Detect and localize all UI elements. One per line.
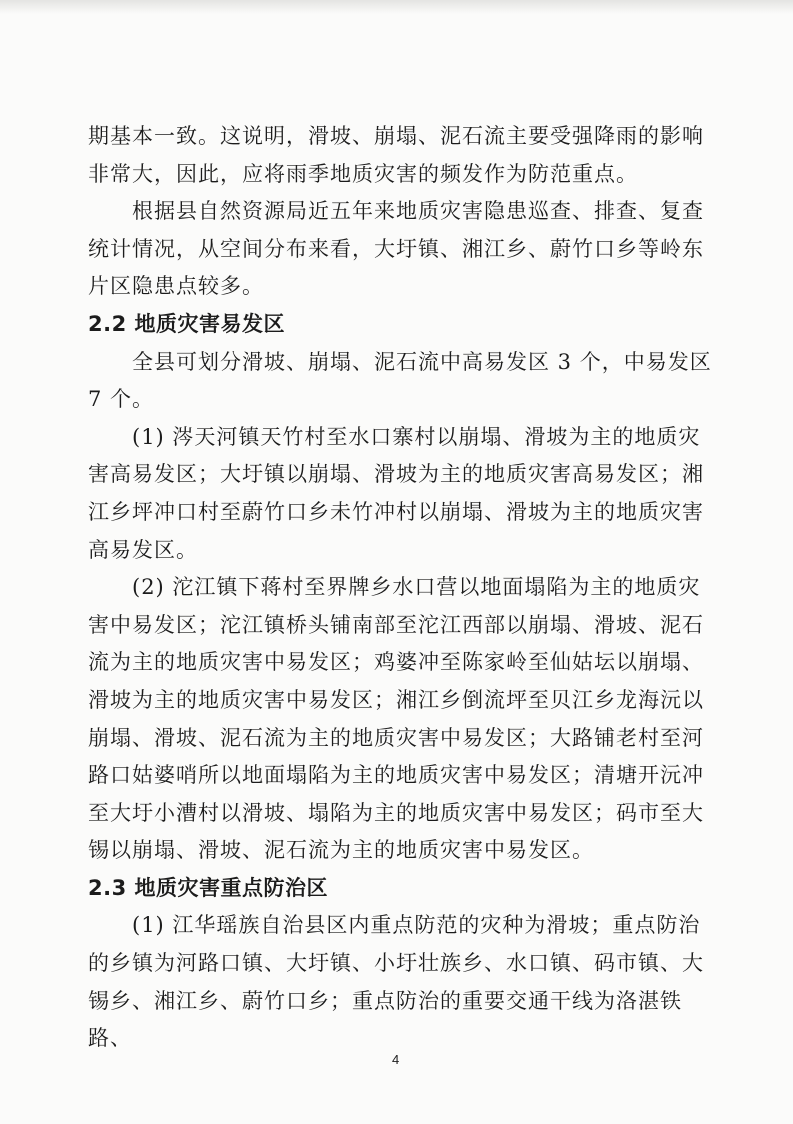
text-line: 害高易发区；大圩镇以崩塌、滑坡为主的地质灾害高易发区；湘 — [88, 462, 704, 487]
text-line: 锡以崩塌、滑坡、泥石流为主的地质灾害中易发区。 — [88, 838, 594, 863]
scan-edge — [0, 0, 793, 14]
text-line: 至大圩小漕村以滑坡、塌陷为主的地质灾害中易发区；码市至大 — [88, 800, 704, 825]
text-line: 路口姑婆哨所以地面塌陷为主的地质灾害中易发区；清塘开沅冲 — [88, 763, 704, 788]
page-number: 4 — [392, 1052, 400, 1067]
text-line: 高易发区。 — [88, 537, 198, 562]
text-line: 锡乡、湘江乡、蔚竹口乡；重点防治的重要交通干线为洛湛铁路、 — [88, 988, 682, 1051]
text-line: 非常大，因此，应将雨季地质灾害的频发作为防范重点。 — [88, 161, 638, 186]
text-line: 片区隐患点较多。 — [88, 274, 264, 299]
text-line: 流为主的地质灾害中易发区；鸡婆冲至陈家岭至仙姑坛以崩塌、 — [88, 650, 704, 675]
text-line: 期基本一致。这说明，滑坡、崩塌、泥石流主要受强降雨的影响 — [88, 124, 704, 148]
text-line: 江乡坪冲口村至蔚竹口乡未竹冲村以崩塌、滑坡为主的地质灾害 — [88, 499, 704, 524]
document-body — [88, 118, 713, 1058]
text-line: 害中易发区；沱江镇桥头铺南部至沱江西部以崩塌、滑坡、泥石 — [88, 612, 704, 637]
text-line: 崩塌、滑坡、泥石流为主的地质灾害中易发区；大路铺老村至河 — [88, 725, 704, 750]
text-line: 7 个。 — [88, 387, 155, 412]
text-line: 全县可划分滑坡、崩塌、泥石流中高易发区 3 个，中易发区 — [132, 349, 712, 374]
text-line: 根据县自然资源局近五年来地质灾害隐患巡查、排查、复查 — [132, 199, 704, 224]
text-line: 统计情况，从空间分布来看，大圩镇、湘江乡、蔚竹口乡等岭东 — [88, 236, 704, 261]
text-line: (1) 江华瑶族自治县区内重点防范的灾种为滑坡；重点防治 — [132, 913, 701, 938]
text-line: (2) 沱江镇下蒋村至界牌乡水口营以地面塌陷为主的地质灾 — [132, 575, 701, 600]
section-heading: 2.3 地质灾害重点防治区 — [88, 875, 329, 900]
text-line: (1) 涔天河镇天竹村至水口寨村以崩塌、滑坡为主的地质灾 — [132, 424, 701, 449]
text-line: 滑坡为主的地质灾害中易发区；湘江乡倒流坪至贝江乡龙海沅以 — [88, 687, 704, 712]
section-heading: 2.2 地质灾害易发区 — [88, 311, 286, 336]
text-line: 的乡镇为河路口镇、大圩镇、小圩壮族乡、水口镇、码市镇、大 — [88, 951, 704, 976]
